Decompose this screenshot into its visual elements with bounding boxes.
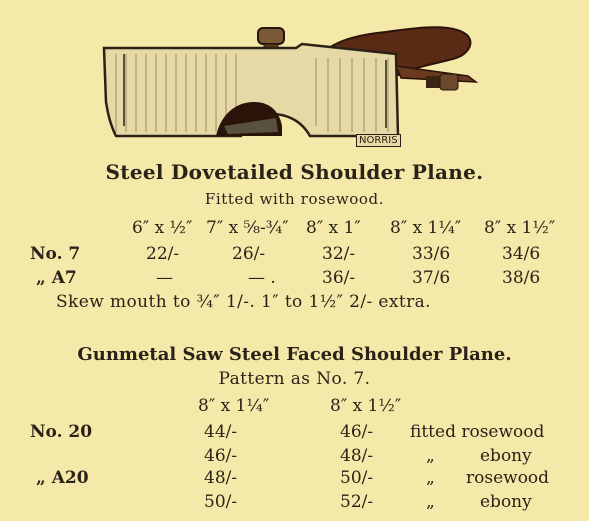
wood-type: fitted rosewood <box>410 422 545 442</box>
wood-type: rosewood <box>466 468 550 488</box>
price-cell: 44/- <box>204 422 238 442</box>
row-label: No. 7 <box>30 244 81 264</box>
price-cell: 46/- <box>204 446 238 466</box>
price-cell: 48/- <box>340 446 374 466</box>
size-header: 6″ x ½″ <box>132 218 193 238</box>
price-cell: 22/- <box>146 244 180 264</box>
price-cell: 33/6 <box>412 244 451 264</box>
plane-marking: NORRIS <box>356 134 401 147</box>
price-cell: 38/6 <box>502 268 541 288</box>
wood-type: ebony <box>480 492 532 512</box>
size-header: 8″ x 1¼″ <box>198 396 270 416</box>
wood-type: ebony <box>480 446 532 466</box>
price-cell: — . <box>248 268 276 288</box>
section1-title: Steel Dovetailed Shoulder Plane. <box>105 160 484 184</box>
price-cell: — <box>156 268 173 288</box>
size-header: 8″ x 1″ <box>306 218 361 238</box>
size-header: 8″ x 1½″ <box>330 396 402 416</box>
price-cell: 37/6 <box>412 268 451 288</box>
ditto-mark: „ <box>426 492 435 512</box>
price-cell: 50/- <box>340 468 374 488</box>
row-label: No. 20 <box>30 422 93 442</box>
price-cell: 36/- <box>322 268 356 288</box>
price-cell: 50/- <box>204 492 238 512</box>
section2-subtitle: Pattern as No. 7. <box>218 369 371 389</box>
section2-title: Gunmetal Saw Steel Faced Shoulder Plane. <box>77 344 512 365</box>
row-label: „ A7 <box>36 268 77 288</box>
size-header: 8″ x 1½″ <box>484 218 556 238</box>
price-cell: 26/- <box>232 244 266 264</box>
price-cell: 52/- <box>340 492 374 512</box>
price-cell: 34/6 <box>502 244 541 264</box>
skew-mouth-note: Skew mouth to ¾″ 1/-. 1″ to 1½″ 2/- extra. <box>56 292 431 312</box>
ditto-mark: „ <box>426 468 435 488</box>
price-cell: 46/- <box>340 422 374 442</box>
row-label: „ A20 <box>36 468 89 488</box>
section1-subtitle: Fitted with rosewood. <box>204 190 385 208</box>
price-cell: 48/- <box>204 468 238 488</box>
shoulder-plane-illustration <box>96 14 526 154</box>
size-header: 7″ x ⅝-¾″ <box>206 218 289 238</box>
ditto-mark: „ <box>426 446 435 466</box>
size-header: 8″ x 1¼″ <box>390 218 462 238</box>
price-cell: 32/- <box>322 244 356 264</box>
